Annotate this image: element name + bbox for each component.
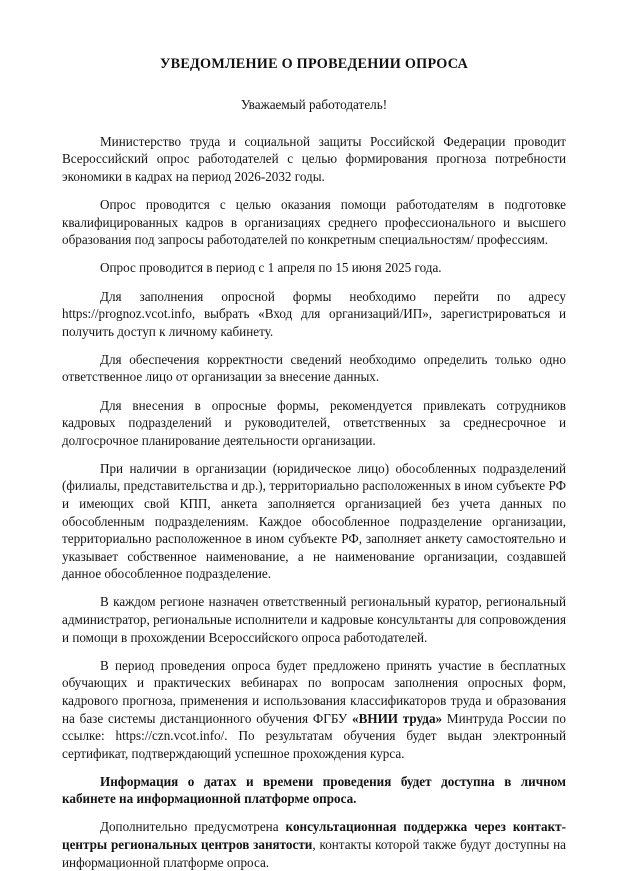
paragraph-consultation-support: Дополнительно предусмотрена консультационная поддержка через контакт-центры региональных центров занятости, контакты которой также будут доступны на информационной платформе опроса. <box>62 819 566 870</box>
paragraph-dates-info: Информация о датах и времени проведения будет доступна в личном кабинете на информационной платформе опроса. <box>62 773 566 807</box>
paragraph-hr-staff: Для внесения в опросные формы, рекомендуется привлекать сотрудников кадровых подразделений и руководителей, ответственных за среднесрочное и долгосрочное планирование деятельности организации. <box>62 397 566 448</box>
paragraph-responsible-person: Для обеспечения корректности сведений необходимо определить только одно ответственное лицо от организации за внесение данных. <box>62 351 566 385</box>
emphasised-text: «ВНИИ труда» <box>352 710 443 726</box>
paragraph-ministry-survey: Министерство труда и социальной защиты Российской Федерации проводит Всероссийский опрос работодателей с целью формирования прогноза потребности экономики в кадрах на период 2026-2032 годы. <box>62 133 566 185</box>
salutation: Уважаемый работодатель! <box>240 97 388 113</box>
emphasised-text: консультационная поддержка через контакт-центры региональных центров занятости <box>62 819 566 853</box>
paragraph-webinars: В период проведения опроса будет предложено принять участие в бесплатных обучающих и практических вебинарах по вопросам заполнения опросных форм, кадрового прогноза, применения и использования классификаторов труда и образования на базе системы дистанционного обучения ФГБУ «ВНИИ труда» Минтруда России по ссылке: https://czn.vcot.info/. По результатам обучения будет выдан электронный сертификат, подтверждающий успешное прохождения курса. <box>62 657 566 761</box>
paragraph-survey-purpose: Опрос проводится с целью оказания помощи работодателям в подготовке квалифицированных кадров в организациях среднего профессионального и высшего образования под запросы работодателей по конкретным специальностям/ профессиям. <box>62 197 566 248</box>
page-title: УВЕДОМЛЕНИЕ О ПРОВЕДЕНИИ ОПРОСА <box>159 56 469 72</box>
paragraph-separate-subdivisions: При наличии в организации (юридическое лицо) обособленных подразделений (филиалы, представительства и др.), территориально расположенных в ином субъекте РФ и имеющих свой КПП, анкета заполняется организацией без учета данных по обособленным подразделениям. Каждое обособленное подразделение организации, территориально расположенное в ином субъекте РФ, заполняет анкету самостоятельно и указывает собственное наименование, а не наименование организации, создавшей данное обособленное подразделение. <box>62 460 566 582</box>
paragraph-regional-curators: В каждом регионе назначен ответственный региональный куратор, региональный администратор, региональные исполнители и кадровые консультанты для сопровождения и помощи в прохождении Всероссийского опроса работодателей. <box>62 594 566 645</box>
paragraph-survey-period: Опрос проводится в период с 1 апреля по 15 июня 2025 года. <box>100 260 442 276</box>
document-body <box>62 113 566 871</box>
paragraph-form-access: Для заполнения опросной формы необходимо перейти по адресу https://prognoz.vcot.info, выбрать «Вход для организаций/ИП», зарегистрироваться и получить доступ к личному кабинету. <box>62 288 566 339</box>
